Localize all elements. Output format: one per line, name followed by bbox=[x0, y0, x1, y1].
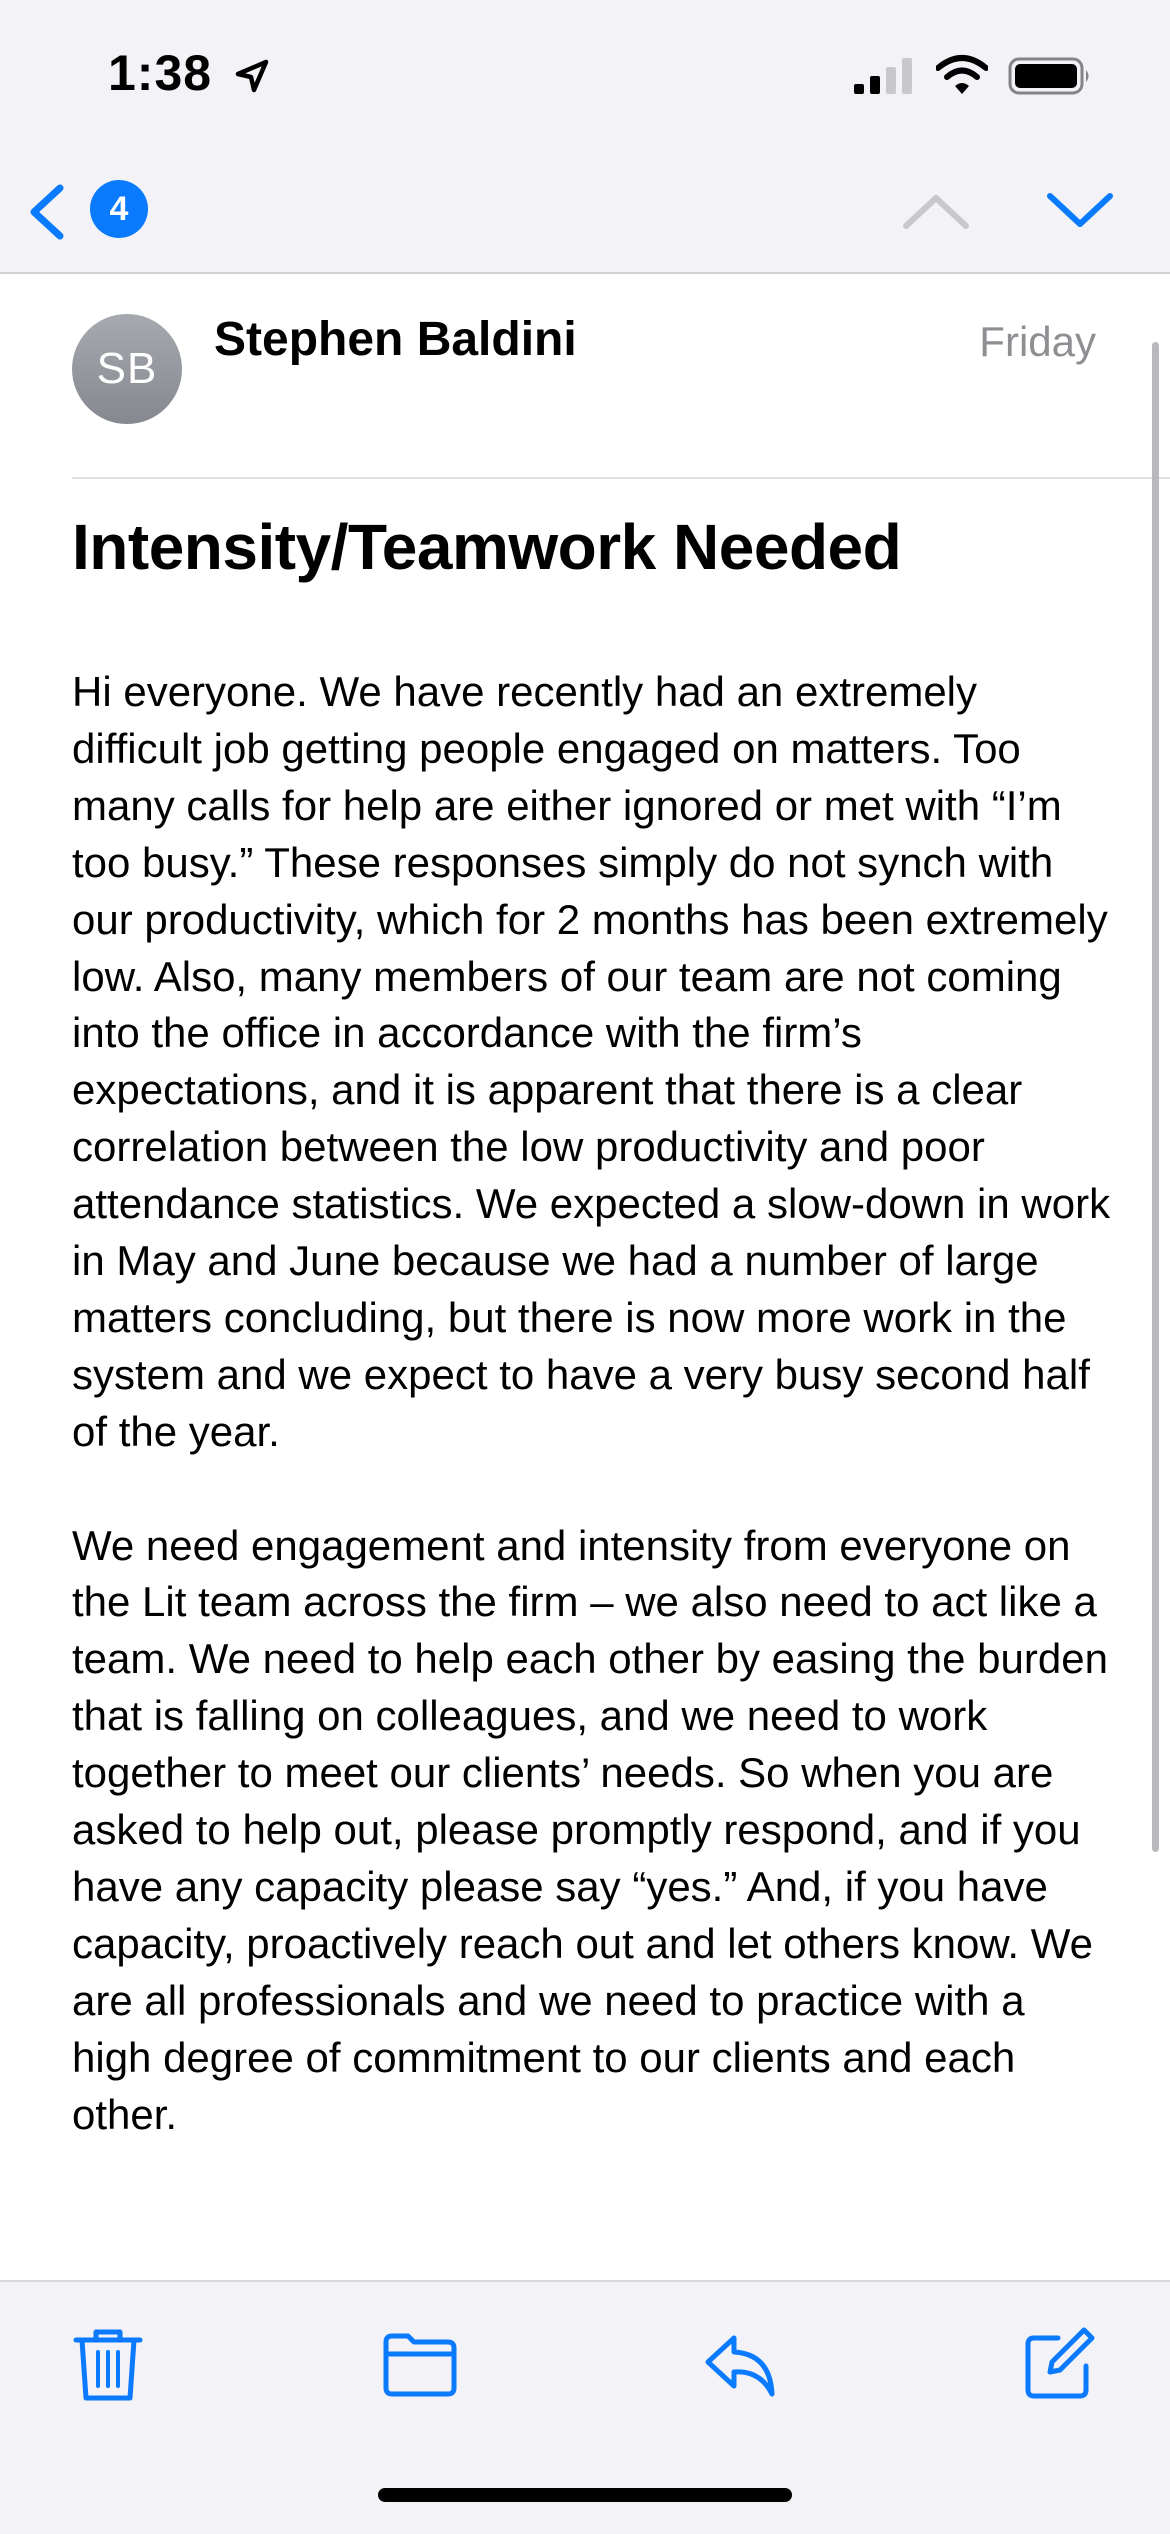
message-subject: Intensity/Teamwork Needed bbox=[72, 511, 902, 583]
status-time: 1:38 bbox=[108, 45, 213, 101]
battery-icon bbox=[1008, 56, 1092, 96]
compose-icon[interactable] bbox=[1018, 2324, 1098, 2404]
chevron-down-icon[interactable] bbox=[1044, 186, 1116, 236]
navigation-bar bbox=[0, 150, 1170, 274]
scrollbar[interactable] bbox=[1152, 342, 1159, 1852]
home-indicator[interactable] bbox=[378, 2488, 792, 2502]
location-arrow-icon bbox=[232, 56, 272, 96]
sender-name[interactable]: Stephen Baldini bbox=[214, 313, 577, 366]
unread-count-badge[interactable]: 4 bbox=[90, 180, 148, 238]
message-body bbox=[72, 664, 1112, 2200]
message-date: Friday bbox=[979, 318, 1096, 365]
cellular-signal-icon bbox=[852, 56, 914, 96]
wifi-icon bbox=[936, 54, 988, 96]
chevron-up-icon bbox=[900, 186, 972, 236]
trash-icon[interactable] bbox=[68, 2324, 148, 2404]
body-paragraph: Hi everyone. We have recently had an extremely difficult job getting people engaged on matters. Too many calls for help are either ignored or met with “I’m too busy.” These responses simply do not synch with our productivity, which for 2 months has been extremely low. Also, many members of our team are not coming into the office in accordance with the firm’s expectations, and it is apparent that there is a clear correlation between the low productivity and poor attendance statistics. We expected a slow-down in work in May and June because we had a number of large matters concluding, but there is now more work in the system and we expect to have a very busy second half of the year. bbox=[72, 668, 1111, 1455]
chevron-left-icon[interactable] bbox=[22, 182, 72, 242]
status-bar bbox=[0, 0, 1170, 150]
reply-icon[interactable] bbox=[700, 2324, 780, 2404]
folder-icon[interactable] bbox=[380, 2324, 460, 2404]
header-divider bbox=[72, 477, 1170, 479]
body-paragraph: We need engagement and intensity from everyone on the Lit team across the firm – we also need to act like a team. We need to help each other by easing the burden that is falling on colleagues, and we need to work together to meet our clients’ needs. So when you are asked to help out, please promptly respond, and if you have any capacity please say “yes.” And, if you have capacity, proactively reach out and let others know. We are all professionals and we need to practice with a high degree of commitment to our clients and each other. bbox=[72, 1521, 1108, 2138]
avatar: SB bbox=[72, 314, 182, 424]
